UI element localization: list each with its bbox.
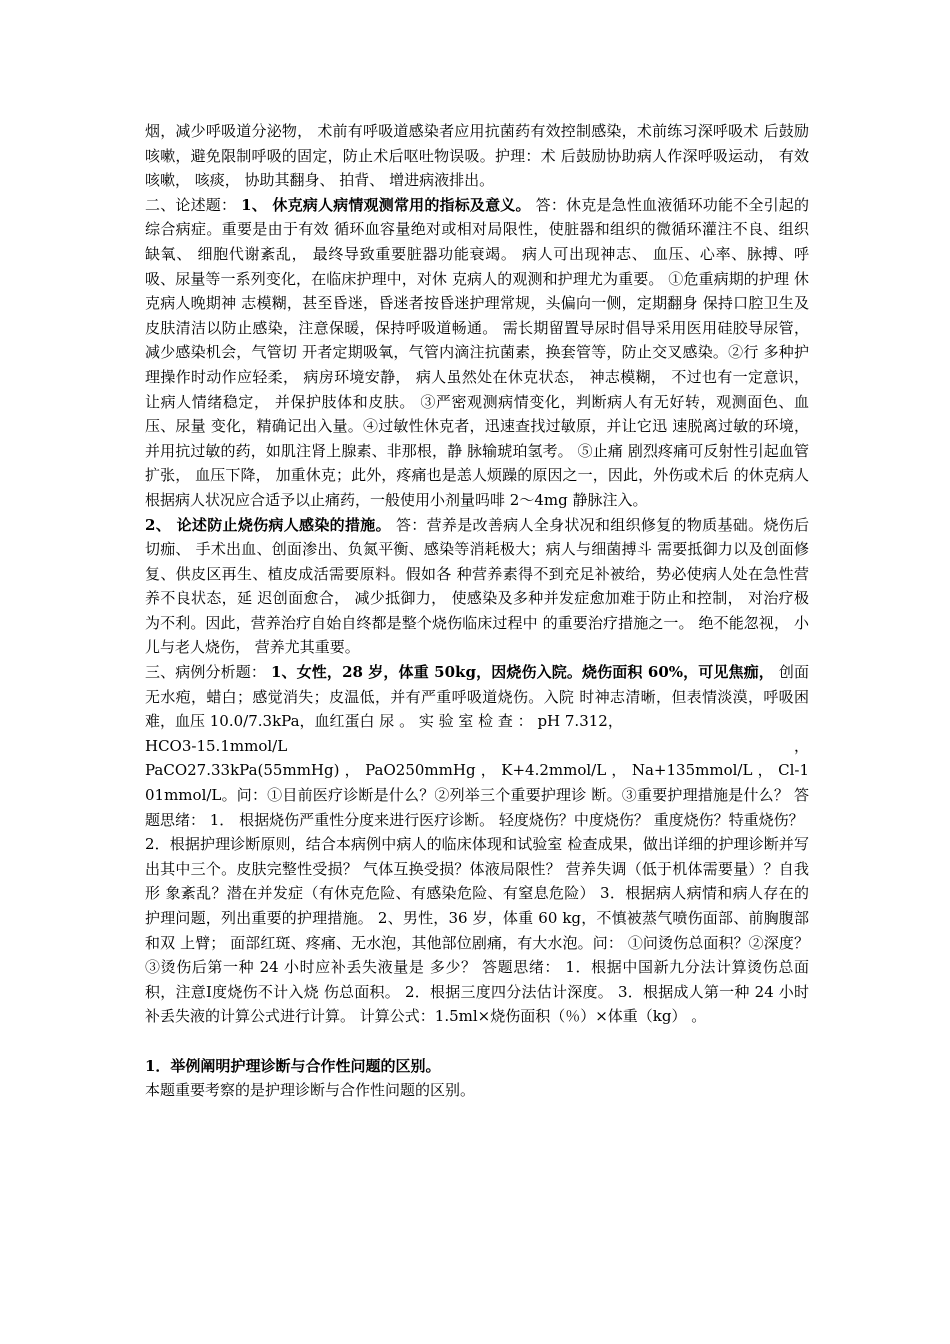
paragraph-preop-care [145, 119, 809, 193]
case-text: 创面无水疱，蜡白；感觉消失；皮温低，并有严重呼吸道烧伤。入院 时神志清晰，但表情淡漠，呼吸困难，血压 10.0/7.3kPa，血红蛋白 尿 。 实 验 室 检 查 ： pH 7.312， [145, 663, 809, 731]
question-title: 2、 论述防止烧伤病人感染的措施。 [145, 515, 391, 534]
document-body [145, 119, 809, 1103]
lab-separator: ， [793, 736, 809, 755]
lab-text: PaCO27.33kPa(55mmHg) ， PaO250mmHg ， K+4.2mmol/L ， Na+135mmol/L ， Cl-101mmol/L。问：①目前医疗诊断是什么？②列举三个重要护理诊 断。③重要护理措施是什么？ 答题思绪： 1． 根据烧伤严重性分度来进行医疗诊断。 轻度烧伤？中度烧伤？ 重度烧伤？特重烧伤？ [145, 761, 809, 829]
section-heading: 三、病例分析题： [145, 663, 271, 682]
question-heading [145, 1054, 809, 1079]
case-title: 1、女性，28 岁，体重 50kg，因烧伤入院。烧伤面积 60%，可见焦痂， [270, 663, 774, 682]
paragraph-text: 烟，减少呼吸道分泌物， 术前有呼吸道感染者应用抗菌药有效控制感染，术前练习深呼吸术 后鼓励咳嗽，避免限制呼吸的固定，防止术后呕吐物误吸。护理：术 后鼓励协助病人作深呼吸运动， 有效咳嗽， 咳痰， 协助其翻身、 拍背、 增进病液排出。 [145, 122, 809, 190]
question-title: 1．举例阐明护理诊断与合作性问题的区别。 [145, 1056, 441, 1075]
answer-text: 答：休克是急性血液循环功能不全引起的综合病症。重要是由于有效 循环血容量绝对或相对局限性，使脏器和组织的微循环灌注不良、组织缺氧、 细胞代谢紊乱， 最终导致重要脏器功能衰竭。 病人可出现神志、 血压、心率、脉搏、呼吸、尿量等一系列变化，在临床护理中，对休 克病人的观测和护理尤为重要。 ①危重病期的护理 休克病人晚期神 志模糊，甚至昏迷，昏迷者按昏迷护理常规，头偏向一侧，定期翻身 保持口腔卫生及皮肤清洁以防止感染，注意保暖，保持呼吸道畅通。 需长期留置导尿时倡导采用医用硅胶导尿管，减少感染机会，气管切 开者定期吸氧，气管内滴注抗菌素，换套管等，防止交叉感染。②行 多种护理操作时动作应轻柔， 病房环境安静， 病人虽然处在休克状态， 神志模糊， 不过也有一定意识， 让病人情绪稳定， 并保护肢体和皮肤。 ③严密观测病情变化，判断病人有无好转，观测面色、血压、尿量 变化，精确记出入量。④过敏性休克者，迅速查找过敏原，并让它迅 速脱离过敏的环境，并用抗过敏的药，如肌注肾上腺素、非那根，静 脉输琥珀氢考。 ⑤止痛 剧烈疼痛可反射性引起血管扩张， 血压下降， 加重休克；此外，疼痛也是恙人烦躁的原因之一，因此，外伤或术后 的休克病人根据病人状况应合适予以止痛药，一般使用小剂量吗啡 2～4mg 静脉注入。 [145, 195, 809, 509]
section-heading: 二、论述题： [145, 195, 242, 214]
paragraph-text: 2．根据护理诊断原则，结合本病例中病人的临床体现和试验室 检查成果，做出详细的护理诊断并写出其中三个。皮肤完整性受损？ 气体互换受损？体液局限性？ 营养失调（低于机体需要量）？自我形 象紊乱？潜在并发症（有休克危险、有感染危险、有窒息危险） 3．根据病人病情和病人存在的护理问题，列出重要的护理措施。 2、男性，36 岁，体重 60 kg，不慎被蒸气喷伤面部、前胸腹部和双 上臂； 面部红斑、疼痛、无水泡，其他部位剧痛，有大水泡。问： ①问烫伤总面积？②深度？③烫伤后第一种 24 小时应补丢失液量是 多少？ 答题思绪： 1．根据中国新九分法计算烫伤总面积，注意Ⅰ度烧伤不计入烧 伤总面积。 2．根据三度四分法估计深度。 3．根据成人第一种 24 小时补丢失液的计算公式进行计算。 计算公式：1.5ml×烧伤面积（％）×体重（kg） 。 [145, 835, 809, 1026]
paragraph-burn-infection [145, 513, 809, 661]
paragraph-final [145, 1078, 809, 1103]
paragraph-lab-results [145, 758, 809, 832]
blank-line [145, 1029, 809, 1054]
paragraph-shock-essay [145, 193, 809, 513]
lab-value-hco3: HCO3-15.1mmol/L [145, 736, 288, 755]
paragraph-case-analysis [145, 660, 809, 734]
paragraph-text: 本题重要考察的是护理诊断与合作性问题的区别。 [145, 1081, 476, 1100]
paragraph-nursing-diagnosis [145, 832, 809, 1029]
question-title: 1、 休克病人病情观测常用的指标及意义。 [241, 195, 531, 214]
answer-text: 答：营养是改善病人全身状况和组织修复的物质基础。烧伤后切痂、 手术出血、创面渗出、负氮平衡、感染等消耗极大；病人与细菌搏斗 需要抵御力以及创面修复、供皮区再生、植皮成活需要原料。假如各 种营养素得不到充足补被给，势必使病人处在急性营养不良状态，延 迟创面愈合， 减少抵御力， 使感染及多种并发症愈加难于防止和控制， 对治疗极为不利。因此，营养治疗自始自终都是整个烧伤临床过程中 的重要治疗措施之一。 绝不能忽视， 小儿与老人烧伤， 营养尤其重要。 [145, 515, 809, 657]
lab-value-line [145, 734, 809, 759]
